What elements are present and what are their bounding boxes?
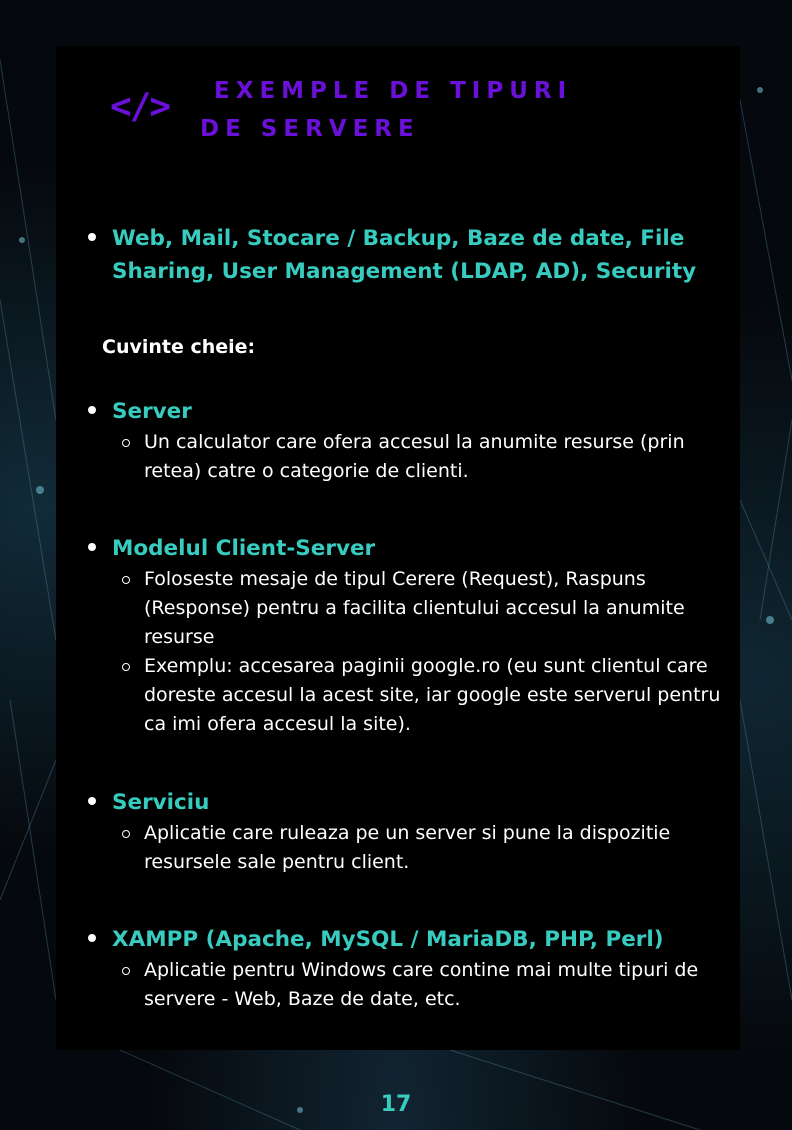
list-item: Foloseste mesaje de tipul Cerere (Request), Raspuns (Response) pentru a facilita clientului accesul la anumite resurse [144,565,734,652]
section-heading: Modelul Client-Server [112,536,376,561]
section-heading: XAMPP (Apache, MySQL / MariaDB, PHP, Perl) [112,927,664,952]
section-client-server [88,532,738,739]
page-title: EXEMPLE DE TIPURI DE SERVERE [200,78,573,142]
bullet-dot [88,233,96,241]
bullet-dot [88,406,96,414]
bullet-dot [88,543,96,551]
section-xampp [88,923,738,1014]
intro-text: Web, Mail, Stocare / Backup, Baze de date, File Sharing, User Management (LDAP, AD), Security [112,226,697,284]
section-serviciu [88,786,738,877]
list-item: Un calculator care ofera accesul la anumite resurse (prin retea) catre o categorie de clienti. [144,428,734,486]
section-heading: Server [112,399,192,424]
bullet-dot [88,797,96,805]
keywords-label: Cuvinte cheie: [102,336,256,358]
code-icon: </> [110,86,170,127]
list-item: Exemplu: accesarea paginii google.ro (eu sunt clientul care doreste accesul la acest site, iar google este serverul pentru ca imi ofera accesul la site). [144,652,734,739]
bullet-dot [88,934,96,942]
list-item: Aplicatie pentru Windows care contine mai multe tipuri de servere - Web, Baze de date, etc. [144,956,734,1014]
intro-bullet [88,222,738,288]
list-item: Aplicatie care ruleaza pe un server si pune la dispozitie resursele sale pentru client. [144,819,734,877]
page-number: 17 [380,1092,412,1117]
section-server [88,395,738,486]
section-heading: Serviciu [112,790,210,815]
